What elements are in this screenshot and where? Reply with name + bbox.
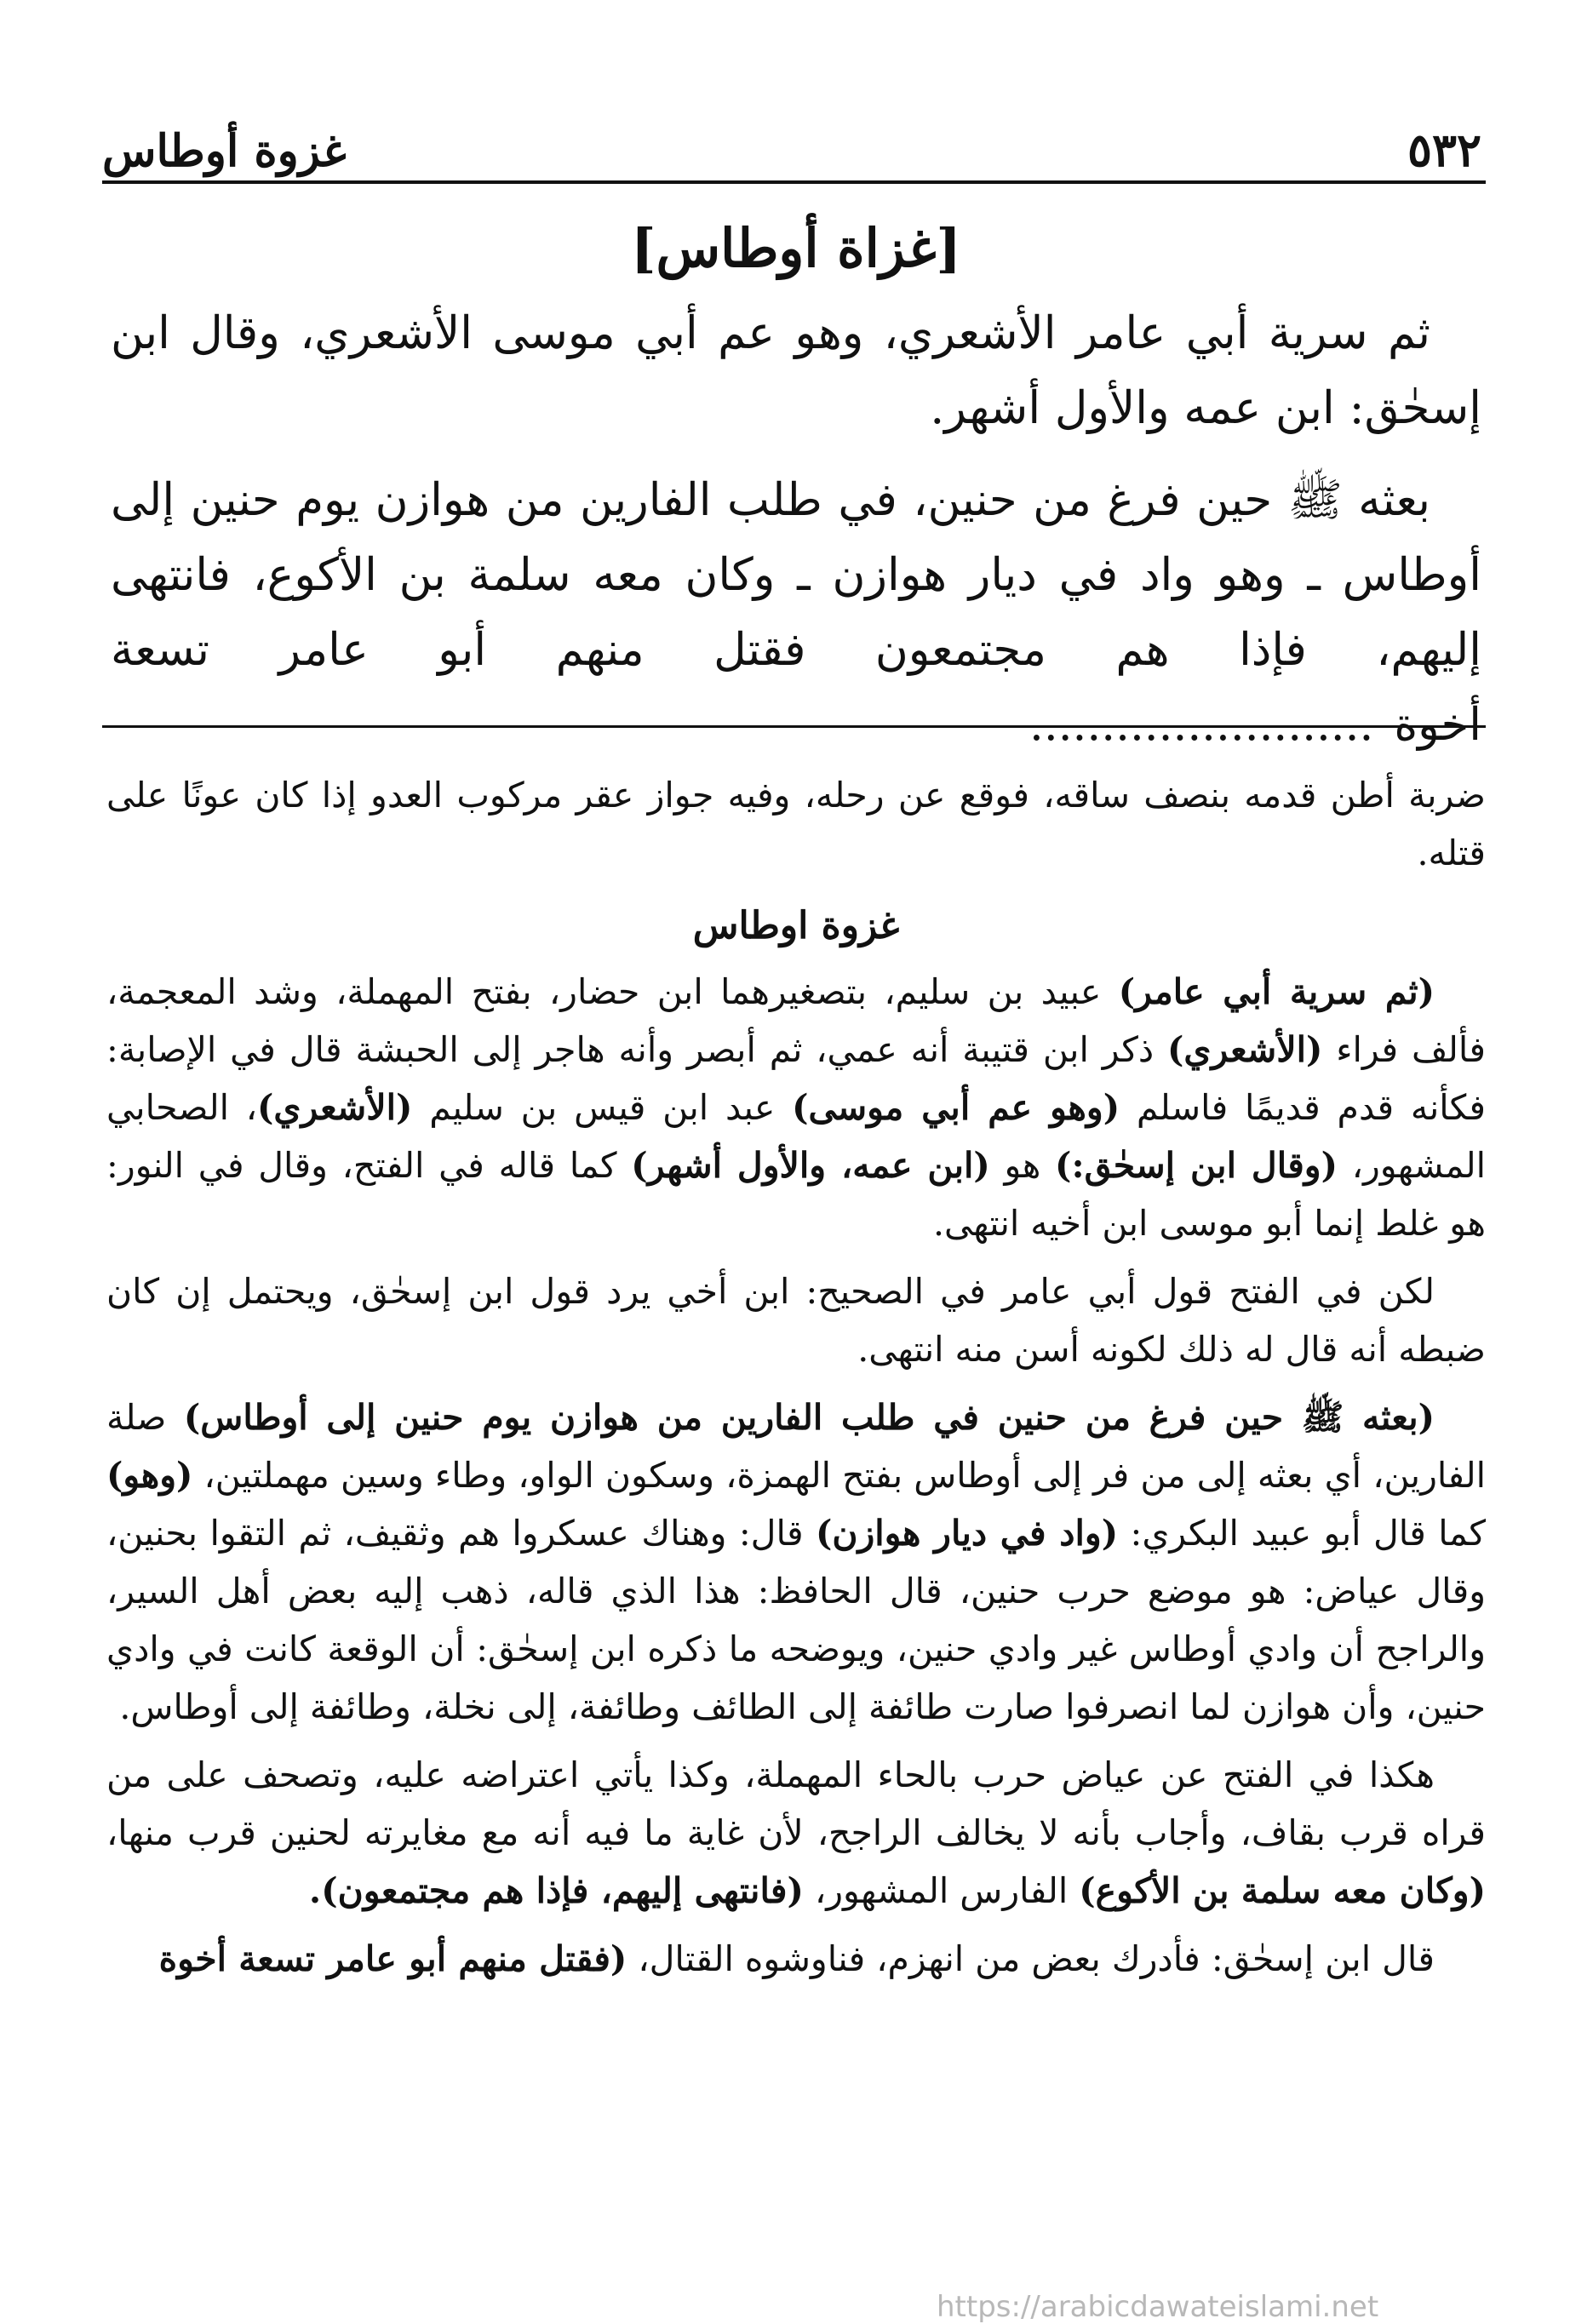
section-heading: [غزاة أوطاس] — [631, 217, 961, 279]
running-title: غزوة أوطاس — [102, 125, 347, 177]
commentary-text: عبد ابن قيس بن سليم — [412, 1087, 793, 1128]
commentary-paragraph-4 — [106, 1746, 1486, 1920]
commentary-text: عبيد بن سليم، بتصغيرهما ابن حضار، بفتح المهملة، وشد المعجمة، فألف فراء — [106, 971, 1486, 1070]
quoted-phrase: (فقتل منهم أبو عامر تسعة أخوة — [158, 1938, 627, 1979]
commentary-paragraph-2: لكن في الفتح قول أبي عامر في الصحيح: ابن أخي يرد قول ابن إسحٰق، ويحتمل إن كان ضبطه أنه قال له ذلك لكونه أسن منه انتهى. — [106, 1271, 1486, 1370]
commentary-text: هكذا في الفتح عن عياض حرب بالحاء المهملة، وكذا يأتي اعتراضه عليه، وتصحف على من قراه قرب بقاف، وأجاب بأنه لا يخالف الراجح، لأن غاية ما فيه أنه مع مغايرته لحنين قرب منها، — [106, 1754, 1486, 1853]
main-paragraph-2 — [111, 463, 1481, 763]
main-text — [111, 217, 1481, 780]
page-header — [102, 92, 1481, 177]
quoted-phrase: (وكان معه سلمة بن الأكوع) — [1079, 1870, 1486, 1911]
commentary-text: قال: وهناك عسكروا هم وثقيف، ثم التقوا بحنين، وقال عياض: هو موضع حرب حنين، قال الحافظ: هذا الذي قاله، ذهب إليه بعض أهل السير، والراجح أن وادي أوطاس غير وادي حنين، ويوضحه ما ذكره ابن إسحٰق: أن الوقعة كانت في وادي حنين، وأن هوازن لما انصرفوا صارت طائفة إلى الطائف وطائفة، إلى نخلة، وطائفة إلى أوطاس. — [106, 1513, 1486, 1727]
commentary — [106, 766, 1486, 1998]
footnote-divider — [102, 725, 1486, 728]
page-number: ٥٣٢ — [1407, 123, 1481, 177]
commentary-text: صلة الفارين، أي بعثه إلى من فر إلى أوطاس بفتح الهمزة، وسكون الواو، وطاء وسين مهملتين، — [106, 1397, 1486, 1496]
quoted-phrase: (ابن عمه، والأول أشهر) — [631, 1145, 990, 1186]
commentary-heading: غزوة اوطاس — [692, 904, 900, 947]
quoted-phrase: (فانتهى إليهم، فإذا هم مجتمعون). — [308, 1870, 804, 1911]
quoted-phrase: (ثم سرية أبي عامر) — [1118, 971, 1435, 1012]
commentary-paragraph-5 — [106, 1930, 1486, 1988]
quoted-phrase: (الأشعري) — [257, 1087, 413, 1128]
commentary-text: قال ابن إسحٰق: فأدرك بعض من انهزم، فناوشوه القتال، — [627, 1938, 1435, 1979]
watermark-url: https://arabicdawateislami.net — [937, 2290, 1379, 2324]
continuation-dots: ........................ — [1029, 699, 1374, 751]
commentary-paragraph-3 — [106, 1388, 1486, 1736]
header-rule — [102, 180, 1486, 184]
quoted-phrase: (واد في ديار هوازن) — [815, 1513, 1119, 1554]
quoted-phrase: (الأشعري) — [1166, 1029, 1323, 1070]
quoted-phrase: (وهو عم أبي موسى) — [792, 1087, 1120, 1128]
commentary-text: كما قاله في الفتح، وقال في النور: هو غلط إنما أبو موسى ابن أخيه انتهى. — [106, 1145, 1486, 1244]
quoted-phrase: (بعثه ﷺ حين فرغ من حنين في طلب الفارين من هوازن يوم حنين إلى أوطاس) — [183, 1397, 1435, 1438]
quoted-phrase: (وقال ابن إسحٰق:) — [1055, 1145, 1338, 1186]
quoted-phrase: (وهو) — [106, 1455, 193, 1496]
commentary-text: ، الصحابي المشهور، — [106, 1087, 1486, 1186]
main-paragraph-2-text: بعثه ﷺ حين فرغ من حنين، في طلب الفارين من هوازن يوم حنين إلى أوطاس ـ وهو واد في ديار هوازن ـ وكان معه سلمة بن الأكوع، فانتهى إليهم، فإذا هم مجتمعون فقتل منهم أبو عامر تسعة أخوة — [111, 474, 1481, 751]
commentary-paragraph-1 — [106, 963, 1486, 1252]
commentary-paragraph-continued: ضربة أطن قدمه بنصف ساقه، فوقع عن رحله، وفيه جواز عقر مركوب العدو إذا كان عونًا على قتله. — [106, 775, 1486, 873]
commentary-text: هو — [989, 1145, 1056, 1186]
commentary-text: كما قال أبو عبيد البكري: — [1118, 1513, 1486, 1554]
commentary-text: الفارس المشهور، — [803, 1870, 1080, 1911]
commentary-text: ذكر ابن قتيبة أنه عمي، ثم أبصر وأنه هاجر إلى الحبشة قال في الإصابة: فكأنه قدم قديمًا فاسلم — [106, 1029, 1486, 1128]
main-paragraph-1: ثم سرية أبي عامر الأشعري، وهو عم أبي موسى الأشعري، وقال ابن إسحٰق: ابن عمه والأول أشهر. — [111, 307, 1481, 434]
